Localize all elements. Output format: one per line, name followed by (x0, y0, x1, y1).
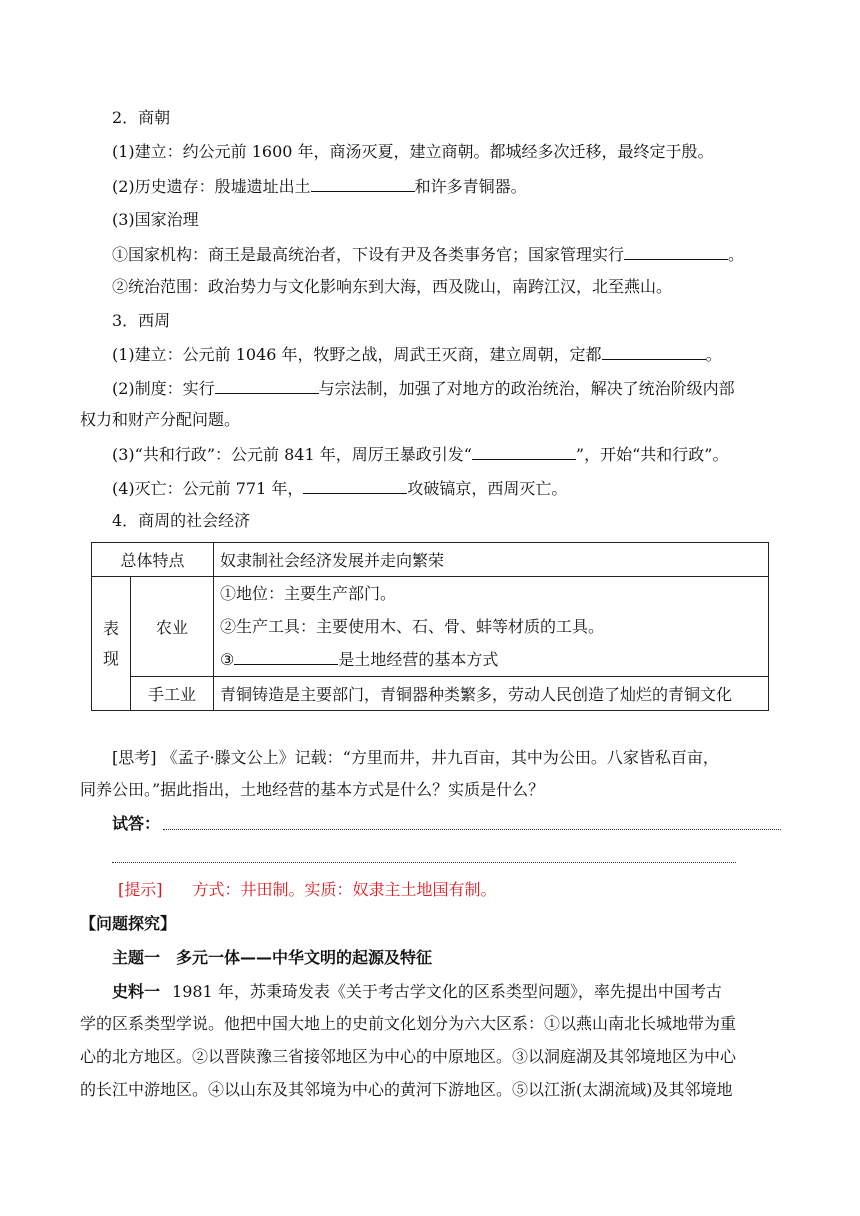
shang-establish-text: (1)建立：约公元前 1600 年，商汤灭夏，建立商朝。都城经多次迁移，最终定于殷。 (112, 142, 714, 161)
source-paragraph-line3: 心的北方地区。②以晋陕豫三省接邻地区为中心的中原地区。③以洞庭湖及其邻境地区为中心 (80, 1047, 737, 1066)
answer-line-2[interactable] (112, 862, 736, 863)
table-value-agriculture: ①地位：主要生产部门。 ②生产工具：主要使用木、石、骨、蚌等材质的工具。 ③ 是土地经营的基本方式 (214, 577, 769, 677)
answer-line-1[interactable] (163, 829, 781, 830)
shang-relics-line: (2)历史遗存：殷墟遗址出土 和许多青铜器。 (112, 177, 527, 196)
source-paragraph-line2: 学的区系类型学说。他把中国大地上的史前文化划分为六大区系：①以燕山南北长城地带为重 (80, 1014, 737, 1033)
topic-heading: 主题一 多元一体——中华文明的起源及特征 (112, 948, 433, 967)
hint-line: [提示] 方式：井田制。实质：奴隶主土地国有制。 (118, 880, 497, 899)
explore-heading: 【问题探究】 (80, 914, 177, 933)
answer-label: 试答： (112, 814, 161, 833)
think-question-line2: 同养公田。”据此指出，土地经营的基本方式是什么？实质是什么？ (80, 780, 545, 799)
section-heading-economy: 4．商周的社会经济 (112, 511, 251, 530)
table-label-overall: 总体特点 (92, 543, 214, 577)
source-paragraph-line1: 史料一 1981 年，苏秉琦发表《关于考古学文化的区系类型问题》，率先提出中国考古 (112, 982, 722, 1001)
shang-institution-line: ①国家机构：商王是最高统治者，下设有尹及各类事务官；国家管理实行 。 (112, 245, 745, 264)
fill-blank[interactable] (602, 343, 706, 360)
table-label-handicraft: 手工业 (131, 677, 214, 711)
zhou-system-line-cont: 权力和财产分配问题。 (80, 410, 241, 429)
zhou-system-line: (2)制度：实行 与宗法制，加强了对地方的政治统治，解决了统治阶级内部 (112, 379, 735, 398)
fill-blank[interactable] (215, 377, 319, 394)
gonghe-line: (3)“共和行政”：公元前 841 年，周厉王暴政引发“ ”，开始“共和行政”。 (112, 445, 729, 464)
fill-blank[interactable] (472, 443, 576, 460)
fill-blank[interactable] (303, 477, 407, 494)
fill-blank[interactable] (311, 175, 415, 192)
zhou-establish-line: (1)建立：公元前 1046 年，牧野之战，周武王灭商，建立周朝，定都 。 (112, 345, 722, 364)
economy-table (91, 542, 769, 711)
fill-blank[interactable] (624, 243, 728, 260)
source-paragraph-line4: 的长江中游地区。④以山东及其邻境为中心的黄河下游地区。⑤以江浙(太湖流域)及其邻境地 (80, 1080, 733, 1099)
table-value-handicraft: 青铜铸造是主要部门，青铜器种类繁多，劳动人民创造了灿烂的青铜文化 (214, 677, 769, 711)
shang-governance-heading: (3)国家治理 (112, 210, 199, 229)
section-heading-shang: 2．商朝 (112, 108, 171, 127)
zhou-fall-line: (4)灭亡：公元前 771 年， 攻破镐京，西周灭亡。 (112, 479, 568, 498)
shang-territory-text: ②统治范围：政治势力与文化影响东到大海，西及陇山，南跨江汉，北至燕山。 (112, 277, 673, 296)
section-heading-western-zhou: 3．西周 (112, 311, 171, 330)
table-label-performance: 表 现 (92, 577, 131, 711)
table-value-overall: 奴隶制社会经济发展并走向繁荣 (214, 543, 769, 577)
think-question-line1: [思考] 《孟子·滕文公上》记载：“方里而井，井九百亩，其中为公田。八家皆私百亩， (112, 748, 719, 767)
table-label-agriculture: 农业 (131, 577, 214, 677)
fill-blank[interactable] (234, 648, 338, 665)
